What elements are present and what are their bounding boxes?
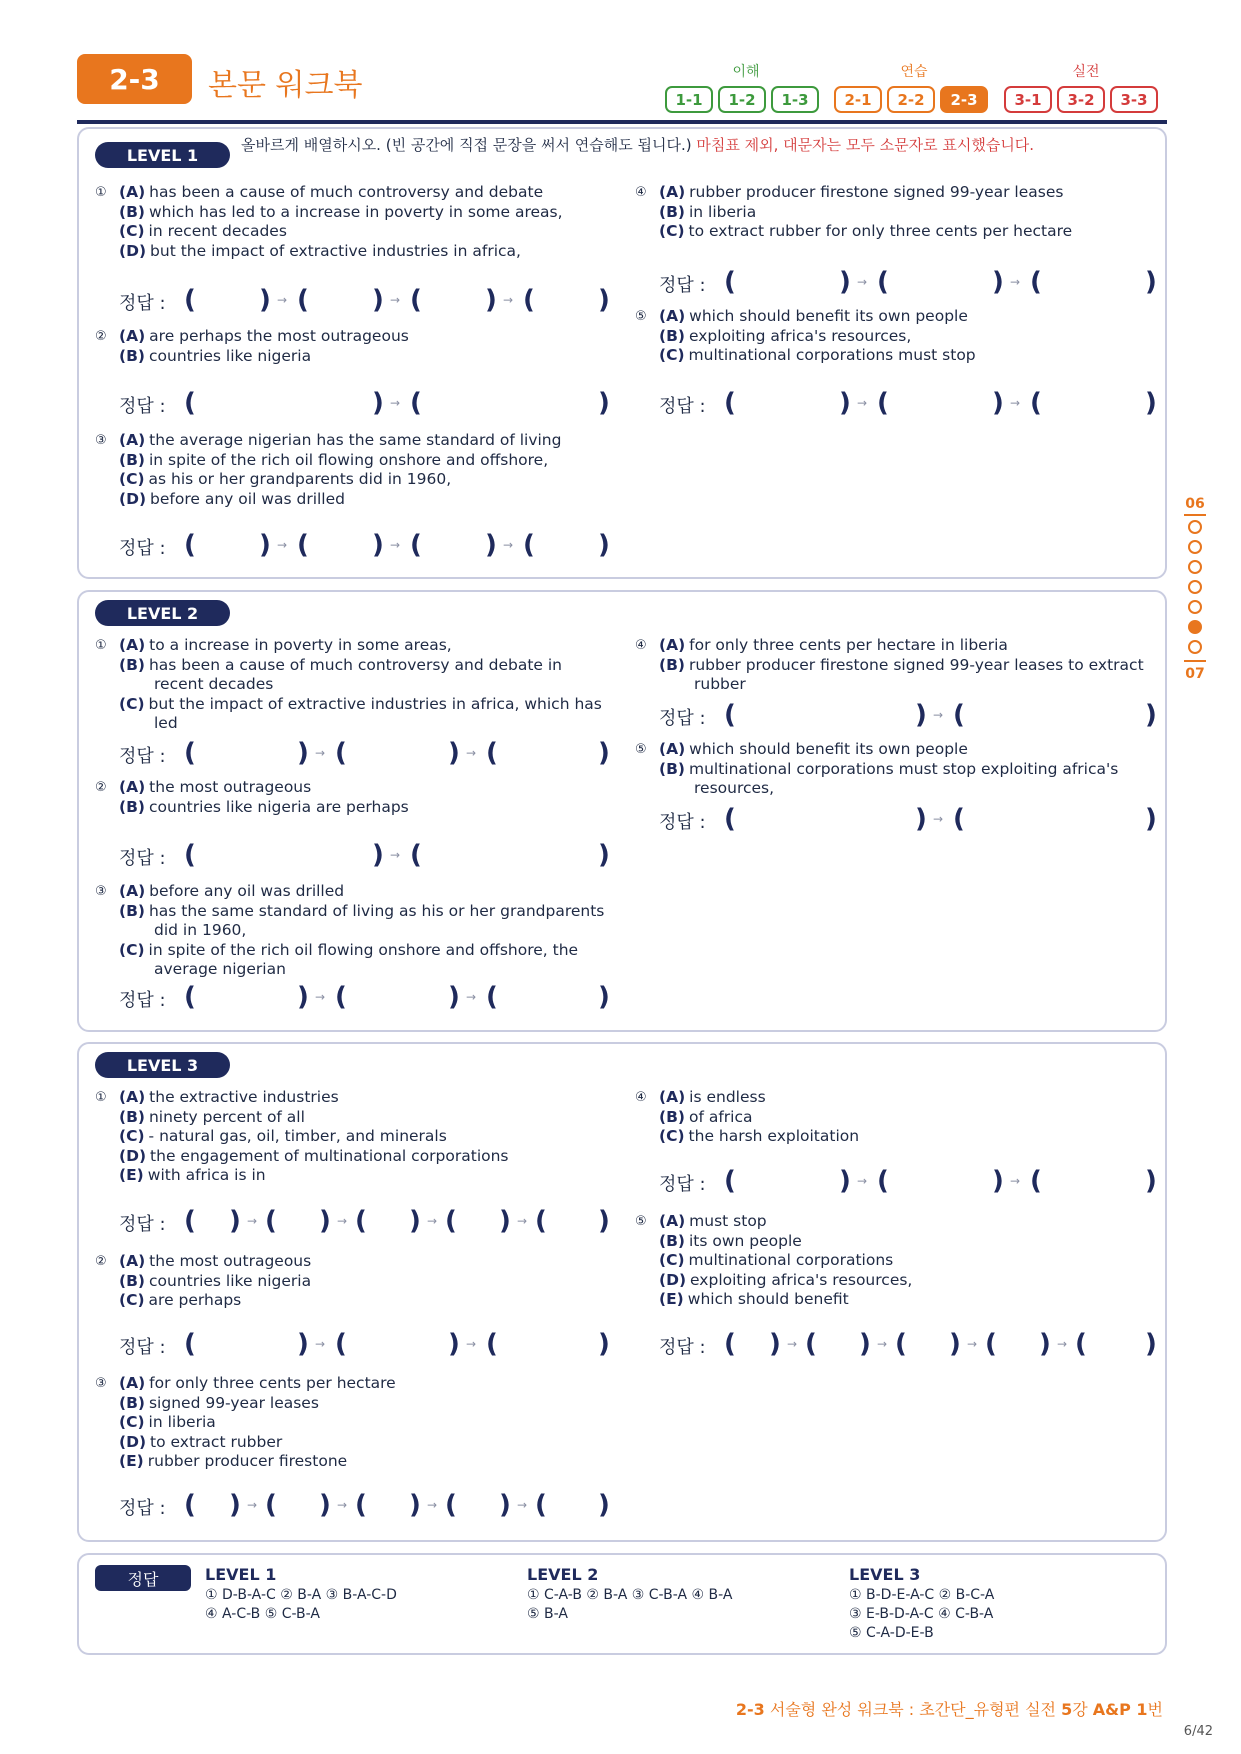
tab-3-1[interactable]: 3-1 [1004,86,1052,113]
header-divider [77,120,1167,124]
tab-1-1[interactable]: 1-1 [665,86,713,113]
tracker-dot-icon [1188,540,1202,554]
tab-3-2[interactable]: 3-2 [1057,86,1105,113]
tab-3-3[interactable]: 3-3 [1110,86,1158,113]
level3-label: LEVEL 3 [95,1052,230,1078]
tab-group-understanding [665,86,819,113]
l2-question-5: ⑤ (A) which should benefit its own people (B) multinational corporations must stop exploiting africa's resources, [635,740,1119,797]
l1-question-5: ⑤ (A) which should benefit its own people (B) exploiting africa's resources, (C) multinational corporations must stop [635,307,976,364]
level1-instruction: 올바르게 배열하시오. (빈 공간에 직접 문장을 써서 연습해도 됩니다.) 마침표 제외, 대문자는 모두 소문자로 표시했습니다. [241,136,1035,154]
l3-answer-5[interactable]: 정답 : ( ) → ( ) → ( ) → ( ) → ( ) [659,1329,1157,1359]
level2-label: LEVEL 2 [95,600,230,626]
tab-1-3[interactable]: 1-3 [771,86,819,113]
section-badge: 2-3 [77,54,192,104]
l3-answer-3[interactable]: 정답 : ( ) → ( ) → ( ) → ( ) → ( ) [119,1490,610,1520]
page-tracker [1181,496,1209,682]
category-understanding: 이해 [732,64,760,80]
tab-1-2[interactable]: 1-2 [718,86,766,113]
l3-question-1: ① (A) the extractive industries (B) ninety percent of all (C) - natural gas, oil, timber, and minerals (D) the engagement of multinational corporations (E) with africa is in [95,1088,509,1184]
l3-question-3: ③ (A) for only three cents per hectare (B) signed 99-year leases (C) in liberia (D) to extract rubber (E) rubber producer firestone [95,1374,396,1470]
tracker-dot-icon [1188,520,1202,534]
l1-question-2: ② (A) are perhaps the most outrageous (B) countries like nigeria [95,327,409,365]
page-number: 6/42 [1183,1724,1213,1739]
l1-question-1: ① (A) has been a cause of much controversy and debate (B) which has led to a increase in poverty in some areas, (C) in recent decades (D) but the impact of extractive industries in africa, [95,183,563,260]
tab-2-1[interactable]: 2-1 [834,86,882,113]
tracker-top-label: 06 [1185,496,1205,512]
l3-question-4: ④ (A) is endless (B) of africa (C) the harsh exploitation [635,1088,860,1145]
footer-title: 2-3 서술형 완성 워크북 : 초간단_유형편 실전 5강 A&P 1번 [735,1700,1163,1719]
category-practice: 연습 [900,64,928,80]
answer-key-label: 정답 [95,1565,191,1591]
l3-answer-4[interactable]: 정답 : ( ) → ( ) → ( ) [659,1166,1157,1196]
l2-question-1: ① (A) to a increase in poverty in some areas, (B) has been a cause of much controversy and debate in recent decades (C) but the impact of extractive industries in africa, which has led [95,636,602,732]
tracker-current-dot-icon [1188,620,1202,634]
l3-answer-2[interactable]: 정답 : ( ) → ( ) → ( ) [119,1329,610,1359]
level2-panel [77,590,1167,1032]
page-title: 본문 워크북 [208,68,363,103]
answer-key-level1: LEVEL 1 ① D-B-A-C ② B-A ③ B-A-C-D ④ A-C-B ⑤ C-B-A [205,1565,397,1622]
answer-key-level2: LEVEL 2 ① C-A-B ② B-A ③ C-B-A ④ B-A ⑤ B-A [527,1565,733,1622]
l1-answer-2[interactable]: 정답 : ( ) → ( ) [119,388,610,418]
l2-question-3: ③ (A) before any oil was drilled (B) has the same standard of living as his or her grandparents did in 1960, (C) in spite of the rich oil flowing onshore and offshore, the average nigerian [95,882,605,978]
category-real: 실전 [1072,64,1100,80]
l3-answer-1[interactable]: 정답 : ( ) → ( ) → ( ) → ( ) → ( ) [119,1206,610,1236]
tab-2-3[interactable]: 2-3 [940,86,988,113]
l1-question-4: ④ (A) rubber producer firestone signed 99-year leases (B) in liberia (C) to extract rubber for only three cents per hectare [635,183,1073,240]
tracker-bottom-label: 07 [1185,666,1205,682]
l3-question-2: ② (A) the most outrageous (B) countries like nigeria (C) are perhaps [95,1252,312,1309]
l2-answer-2[interactable]: 정답 : ( ) → ( ) [119,840,610,870]
tab-group-real [1004,86,1158,113]
l2-question-2: ② (A) the most outrageous (B) countries like nigeria are perhaps [95,778,409,816]
l3-question-5: ⑤ (A) must stop (B) its own people (C) multinational corporations (D) exploiting africa's resources, (E) which should benefit [635,1212,913,1308]
tab-group-practice [834,86,988,113]
l1-answer-1[interactable]: 정답 : ( ) → ( ) → ( ) → ( ) [119,285,610,315]
l2-answer-4[interactable]: 정답 : ( ) → ( ) [659,700,1157,730]
l1-answer-4[interactable]: 정답 : ( ) → ( ) → ( ) [659,267,1157,297]
level3-panel [77,1042,1167,1542]
tracker-dot-icon [1188,600,1202,614]
tracker-dot-icon [1188,580,1202,594]
tracker-dot-icon [1188,560,1202,574]
level1-panel [77,127,1167,579]
l2-question-4: ④ (A) for only three cents per hectare in liberia (B) rubber producer firestone signed 99-year leases to extract rubber [635,636,1144,693]
l2-answer-1[interactable]: 정답 : ( ) → ( ) → ( ) [119,738,610,768]
tracker-dot-icon [1188,640,1202,654]
l1-answer-5[interactable]: 정답 : ( ) → ( ) → ( ) [659,388,1157,418]
l1-answer-3[interactable]: 정답 : ( ) → ( ) → ( ) → ( ) [119,530,610,560]
answer-key-level3: LEVEL 3 ① B-D-E-A-C ② B-C-A ③ E-B-D-A-C ④ C-B-A ⑤ C-A-D-E-B [849,1565,995,1641]
l2-answer-3[interactable]: 정답 : ( ) → ( ) → ( ) [119,982,610,1012]
tab-2-2[interactable]: 2-2 [887,86,935,113]
answer-key-panel [77,1553,1167,1655]
l1-question-3: ③ (A) the average nigerian has the same standard of living (B) in spite of the rich oil flowing onshore and offshore, (C) as his or her grandparents did in 1960, (D) before any oil was drilled [95,431,562,508]
level1-label: LEVEL 1 [95,142,230,168]
l2-answer-5[interactable]: 정답 : ( ) → ( ) [659,804,1157,834]
